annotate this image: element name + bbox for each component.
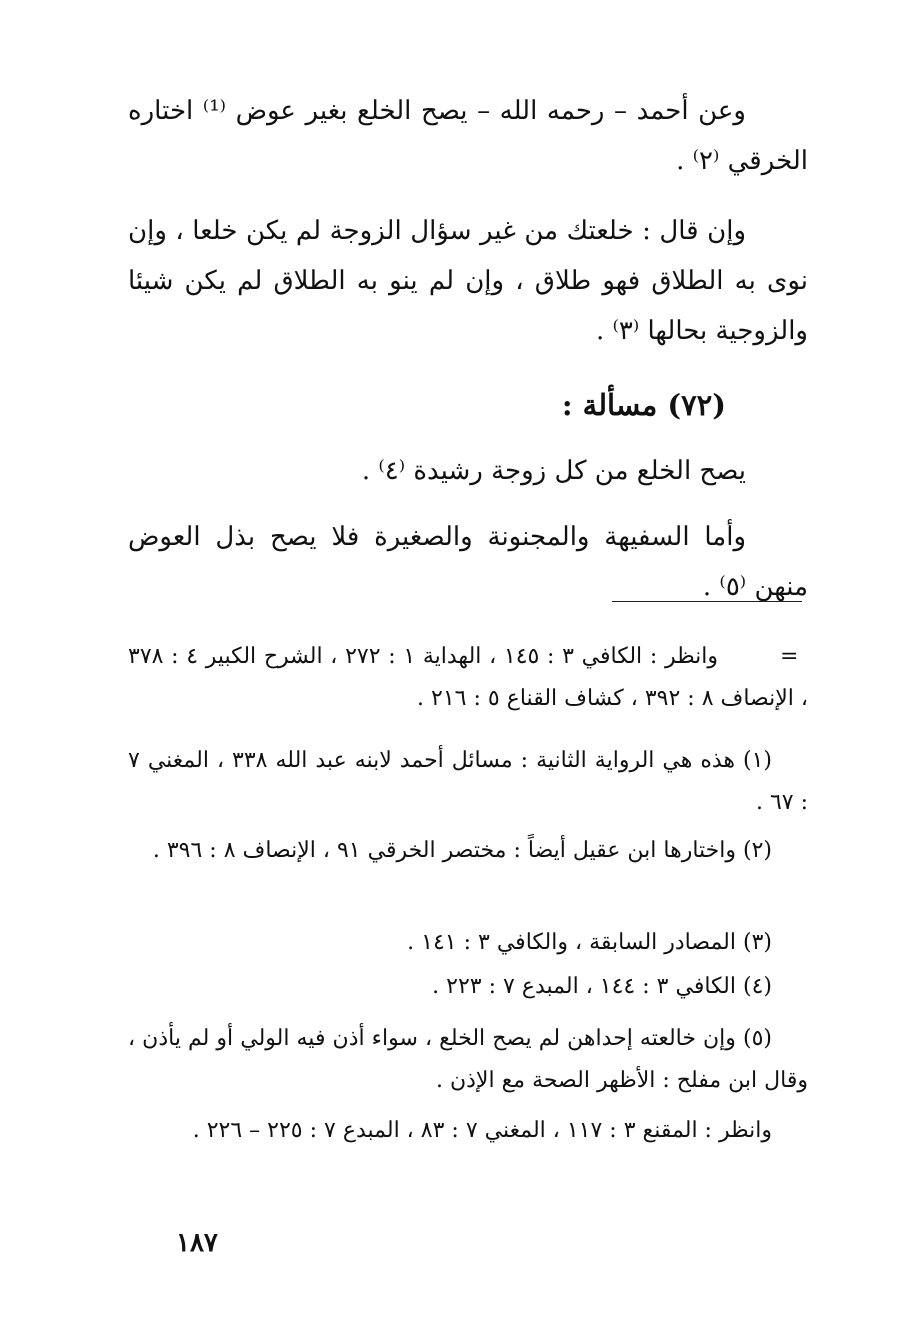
footnote-continuation-mark: = (780, 644, 799, 669)
footnote-5: (٥) وإن خالعته إحداهن لم يصح الخلع ، سواء أذن فيه الولي أو لم يأذن ، وقال ابن مفلح : الأظهر الصحة مع الإذن . (128, 1026, 808, 1093)
footnote-continuation: وانظر : الكافي ٣ : ١٤٥ ، الهداية ١ : ٢٧٢ ، الشرح الكبير ٤ : ٣٧٨ ، الإنصاف ٨ : ٣٩٢ ، كشاف القناع ٥ : ٢١٦ . (128, 644, 808, 711)
paragraph-safiha: وأما السفيهة والمجنونة والصغيرة فلا يصح بذل العوض منهن ⁽٥⁾ . (128, 522, 808, 602)
footnote-1: (١) هذه هي الرواية الثانية : مسائل أحمد لابنه عبد الله ٣٣٨ ، المغني ٧ : ٦٧ . (128, 748, 808, 815)
footnote-divider (612, 601, 802, 602)
issue-heading: (٧٢) مسألة : (561, 388, 726, 422)
paragraph-rashida: يصح الخلع من كل زوجة رشيدة ⁽٤⁾ . (361, 456, 746, 486)
paragraph-khul-without-request: وإن قال : خلعتك من غير سؤال الزوجة لم يكن خلعا ، وإن نوى به الطلاق فهو طلاق ، وإن لم ينو به الطلاق لم يكن شيئا والزوجية بحالها ⁽٣⁾ . (128, 216, 808, 346)
footnote-3: (٣) المصادر السابقة ، والكافي ٣ : ١٤١ . (407, 930, 772, 955)
footnote-2: (٢) واختارها ابن عقيل أيضاً : مختصر الخرقي ٩١ ، الإنصاف ٨ : ٣٩٦ . (152, 838, 772, 863)
footnote-4: (٤) الكافي ٣ : ١٤٤ ، المبدع ٧ : ٢٢٣ . (432, 974, 772, 999)
footnote-5-references: وانظر : المقنع ٣ : ١١٧ ، المغني ٧ : ٨٣ ، المبدع ٧ : ٢٢٥ – ٢٢٦ . (192, 1118, 772, 1143)
paragraph-khul-without-compensation: وعن أحمد – رحمه الله – يصح الخلع بغير عوض ⁽¹⁾ اختاره الخرقي ⁽٢⁾ . (128, 96, 808, 176)
page-number: ١٨٧ (176, 1228, 218, 1258)
